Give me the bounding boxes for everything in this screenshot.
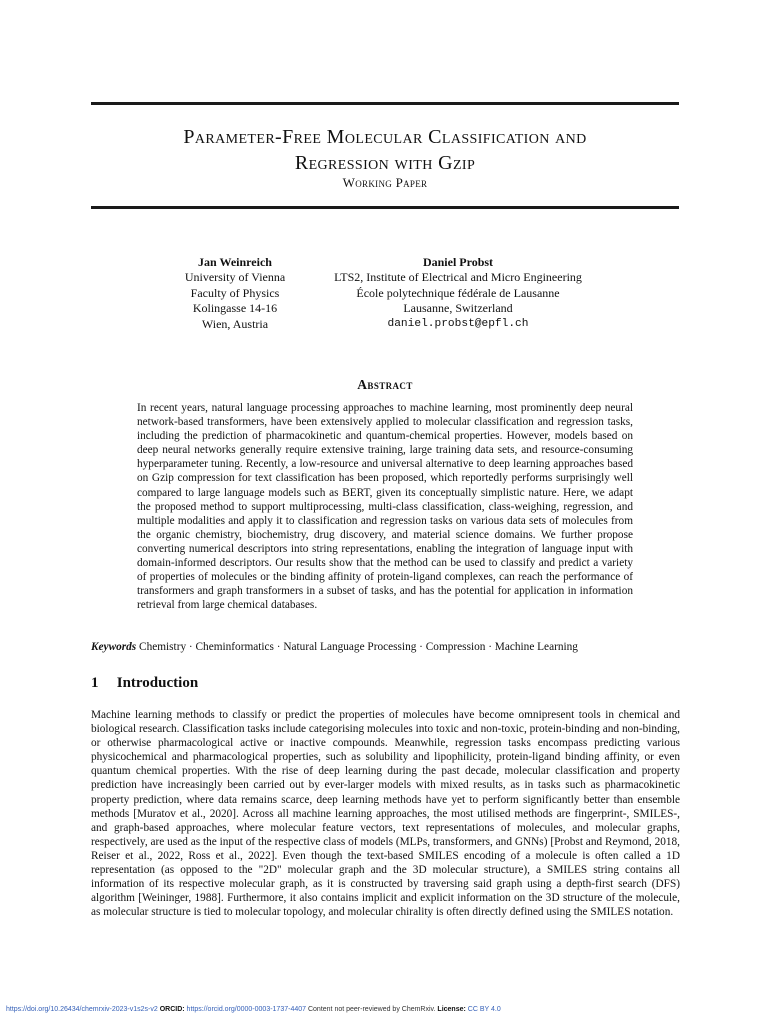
license-label: License: (437, 1006, 466, 1013)
title-line-2: Regression with Gzip (294, 152, 476, 174)
abstract-text: In recent years, natural language processing approaches to machine learning, most prominently deep neural network-based transformers, have been extensively applied to molecular classification and regression tasks, including the prediction of pharmacokinetic and quantum-chemical properties. However, models based on deep neural networks generally require extensive training, large training data sets, and resource-consuming hyperparameter tuning. Recently, a low-resource and universal alternative to deep learning approaches based on Gzip compression for text classification has been proposed, which reportedly performs surprisingly well compared to large language models such as BERT, given its conceptually simplistic nature. Here, we adapt the proposed method to support multiprocessing, multi-class classification, class-weighing, regression, and multiple modalities and apply it to classification and regression tasks on various data sets of molecules from the organic chemistry, biochemistry, drug discovery, and material science domains. We further propose converting numerical descriptors into string representations, enabling the integration of language input with domain-informed descriptors. Our results show that the method can be used to classify and predict a variety of properties of molecules or the binding affinity of protein-ligand complexes, can reach the performance of transformers and graph transformers in a subset of tasks, and has the potential for application in information retrieval from large chemical databases. (137, 402, 633, 612)
author-affiliation: Wien, Austria (201, 316, 269, 331)
section-number: 1 (91, 675, 99, 691)
review-note: Content not peer-reviewed by ChemRxiv. (307, 1006, 436, 1013)
introduction-text: Machine learning methods to classify or predict the properties of molecules have become omnipresent tools in chemical and biological research. Classification tasks include categorising molecules into toxic and non-toxic, protein-binding and non-binding, or otherwise pharmacological active or inactive compounds. Meanwhile, regression tasks encompass predicting various physicochemical and pharmacological properties, such as solubility and lipophilicity, protein-ligand binding affinity, or even quantum chemical properties. With the rise of deep learning during the past decade, molecular classification and property prediction have increasingly been carried out by ever-larger models with mixed results, as in tasks such as pharmacokinetic property prediction, where data remains scarce, deep learning methods have yet to perform significantly better than ensemble methods [Muratov et al., 2020]. Across all machine learning approaches, the most utilised methods are fingerprint-, SMILES-, and graph-based approaches, where molecular feature vectors, text representations of molecules, and molecular graphs, respectively, are used as the input of the respective class of models (MLPs, transformers, and GNNs) [Probst and Reymond, 2018, Reiser et al., 2022, Ross et al., 2022]. Even though the text-based SMILES encoding of a molecule is often called a 1D representation (as opposed to the "2D" molecular graph and the 3D molecular structure), a SMILES string contains all information of its respective molecular graph, as it is constructed by traversing said graph using a depth-first search (DFS) algorithm [Weininger, 1988]. Furthermore, it also contains implicit and explicit information on the 3D structure of the molecule, as molecular structure is tied to molecular topology, and molecular chirality is often directly defined using the SMILES notation. (91, 709, 680, 919)
section-title: Introduction (116, 675, 199, 691)
keywords-label: Keywords (91, 641, 137, 653)
license-link[interactable]: CC BY 4.0 (467, 1006, 501, 1013)
keywords-text: Chemistry · Cheminformatics · Natural Language Processing · Compression · Machine Learning (139, 641, 578, 653)
author-affiliation: Kolingasse 14-16 (192, 301, 278, 316)
page-footer (6, 1006, 766, 1013)
author-affiliation: École polytechnique fédérale de Lausanne (356, 285, 560, 300)
author-block-1 (160, 255, 310, 332)
top-rule (91, 102, 679, 105)
author-affiliation: Faculty of Physics (190, 285, 280, 300)
orcid-label: ORCID: (159, 1006, 185, 1013)
bottom-rule (91, 206, 679, 209)
author-name: Daniel Probst (422, 255, 494, 269)
author-affiliation: LTS2, Institute of Electrical and Micro Engineering (334, 270, 582, 285)
abstract-heading: Abstract (357, 377, 413, 392)
author-block-2 (318, 255, 598, 332)
paper-title (91, 124, 679, 176)
author-name: Jan Weinreich (198, 255, 272, 269)
author-affiliation: Lausanne, Switzerland (403, 301, 513, 316)
orcid-link[interactable]: https://orcid.org/0000-0003-1737-4407 (186, 1006, 307, 1013)
paper-subtitle: Working Paper (342, 175, 428, 190)
doi-link[interactable]: https://doi.org/10.26434/chemrxiv-2023-v1s2s-v2 (6, 1006, 158, 1013)
section-heading (91, 675, 198, 692)
title-line-1: Parameter-Free Molecular Classification and (183, 126, 587, 148)
author-email[interactable]: daniel.probst@epfl.ch (387, 317, 529, 330)
keywords-line (91, 641, 691, 653)
author-affiliation: University of Vienna (184, 270, 286, 285)
